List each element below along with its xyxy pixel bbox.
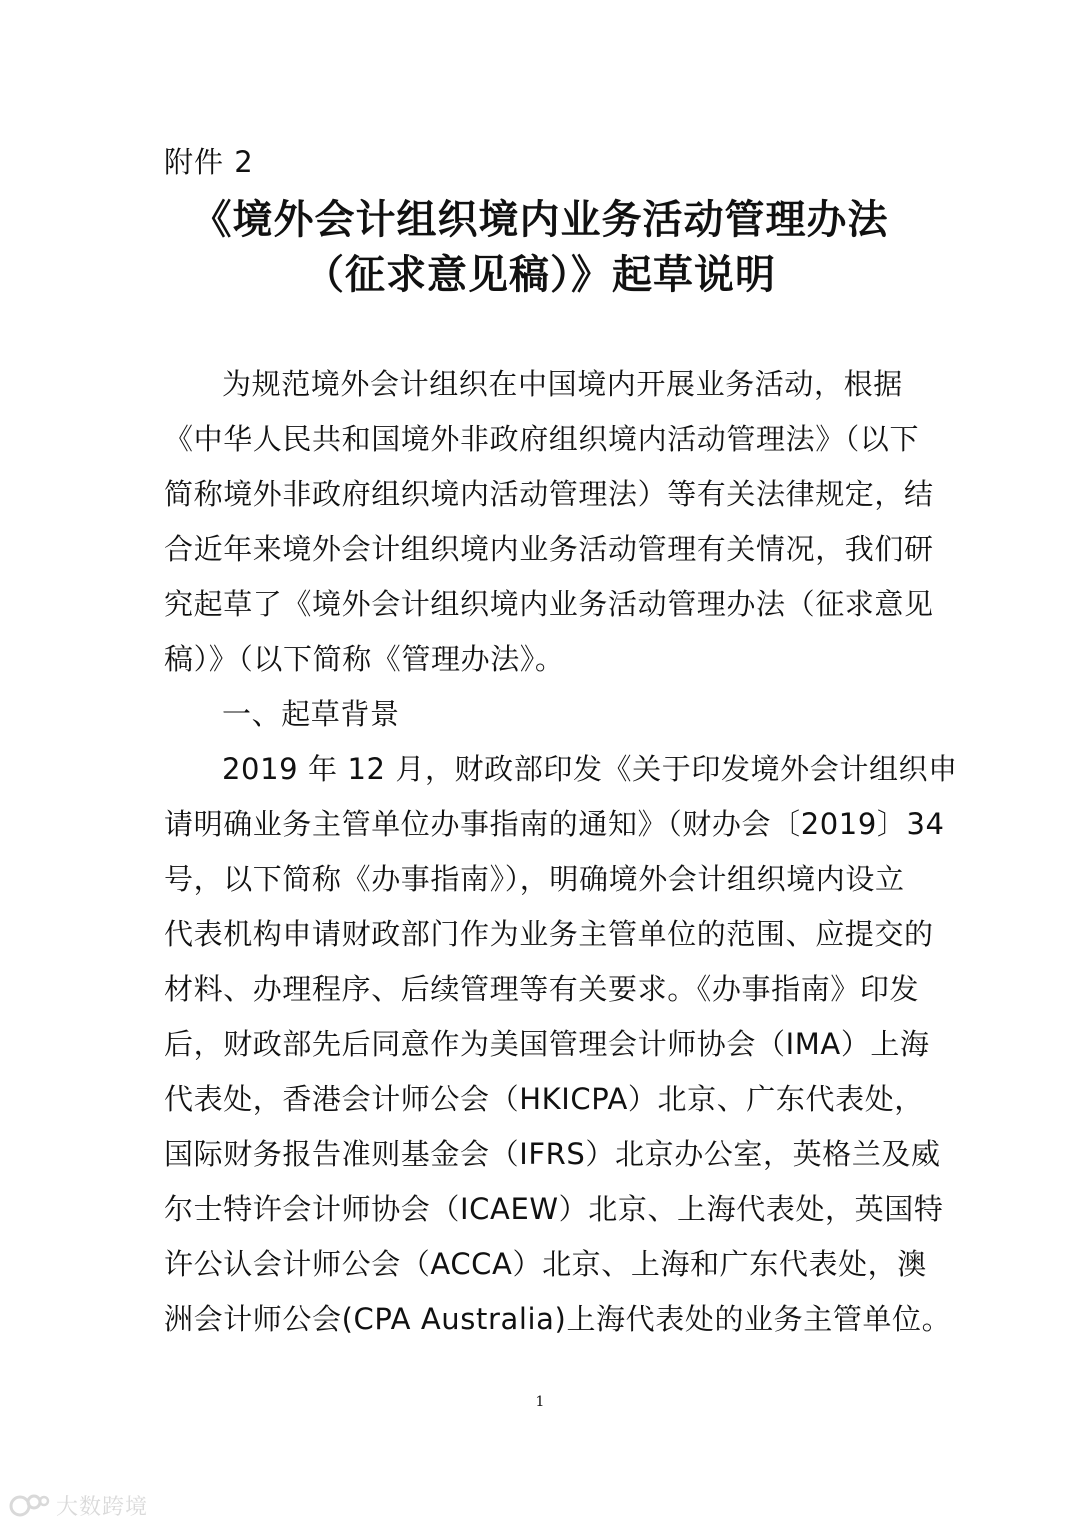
- paragraph-2-line: 材料、办理程序、后续管理等有关要求。《办事指南》印发: [164, 972, 920, 1006]
- paragraph-2-line: 国际财务报告准则基金会（IFRS）北京办公室，英格兰及威: [164, 1137, 941, 1171]
- brand-logo-icon: [8, 1492, 52, 1518]
- paragraph-2-line: 请明确业务主管单位办事指南的通知》（财办会〔2019〕34: [164, 807, 945, 841]
- paragraph-1-line: 究起草了《境外会计组织境内业务活动管理办法（征求意见: [164, 587, 934, 621]
- paragraph-2-line: 后，财政部先后同意作为美国管理会计师协会（IMA）上海: [164, 1027, 930, 1061]
- paragraph-1-line: 合近年来境外会计组织境内业务活动管理有关情况，我们研: [164, 532, 934, 566]
- paragraph-1-line: 为规范境外会计组织在中国境内开展业务活动，根据: [222, 367, 903, 401]
- watermark: [8, 1490, 148, 1520]
- paragraph-2-line: 2019 年 12 月，财政部印发《关于印发境外会计组织申: [222, 752, 958, 786]
- paragraph-2-line: 洲会计师公会(CPA Australia)上海代表处的业务主管单位。: [164, 1302, 952, 1336]
- paragraph-1-line: 简称境外非政府组织境内活动管理法）等有关法律规定，结: [164, 477, 934, 511]
- document-title-line-2: （征求意见稿）》起草说明: [304, 251, 776, 298]
- paragraph-2-line: 号，以下简称《办事指南》），明确境外会计组织境内设立: [164, 862, 905, 896]
- page-number: 1: [535, 1394, 545, 1410]
- document-body: [164, 357, 958, 1347]
- paragraph-1-line: 《中华人民共和国境外非政府组织境内活动管理法》（以下: [164, 422, 920, 456]
- paragraph-2-line: 尔士特许会计师协会（ICAEW）北京、上海代表处，英国特: [164, 1192, 944, 1226]
- attachment-label: 附件 2: [164, 145, 254, 179]
- section-heading: 一、起草背景: [222, 697, 400, 731]
- document-title-line-1: 《境外会计组织境内业务活动管理办法: [191, 196, 889, 243]
- paragraph-2-line: 代表处，香港会计师公会（HKICPA）北京、广东代表处，: [164, 1082, 924, 1116]
- paragraph-1-line: 稿）》（以下简称《管理办法》。: [164, 642, 565, 676]
- watermark-text: 大数跨境: [56, 1494, 149, 1520]
- paragraph-2-line: 许公认会计师公会（ACCA）北京、上海和广东代表处，澳: [164, 1247, 927, 1281]
- paragraph-2-line: 代表机构申请财政部门作为业务主管单位的范围、应提交的: [164, 917, 934, 951]
